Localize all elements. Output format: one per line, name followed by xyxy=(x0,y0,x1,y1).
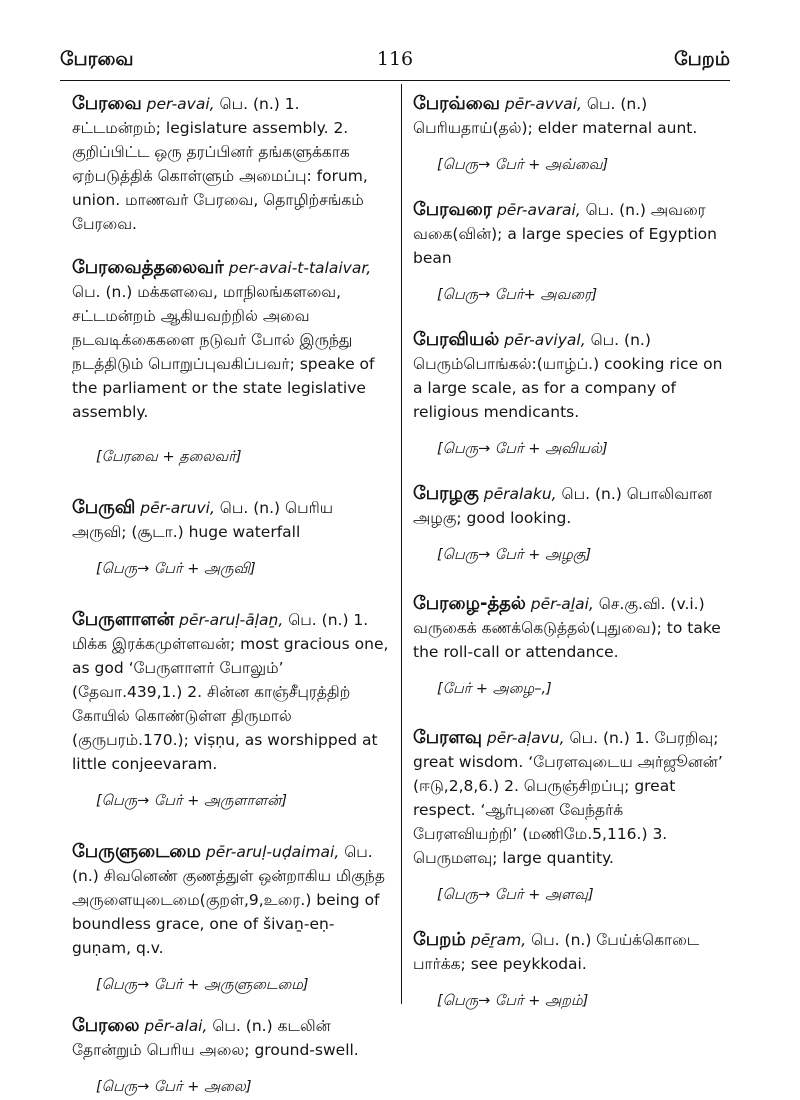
page-header xyxy=(60,48,730,78)
dictionary-entry xyxy=(413,328,731,460)
entry-transliteration: pēr-aviyal, xyxy=(504,331,586,349)
left-column xyxy=(72,92,390,1098)
entry-headword: பேரலை xyxy=(72,1015,140,1036)
entry-etymology: [பெரு→ பேர் + அவ்வை] xyxy=(437,157,609,173)
entry-transliteration: pēr-avvai, xyxy=(504,95,582,113)
entry-transliteration: pēr-aruḷ-āḷaṉ, xyxy=(179,611,284,629)
entry-definition: பெ. (n.) அவரை வகை(வின்); a large species of Egyption bean xyxy=(413,201,717,267)
entry-definition: பெ. (n.) 1. சட்டமன்றம்; legislature assembly. 2. குறிப்பிட்ட ஒரு தரப்பினர் தங்களுக்காக ஏற்படுத்திக் கொள்ளும் அமைப்பு: forum, union. மாணவர் பேரவை, தொழிற்சங்கம் பேரவை. xyxy=(72,95,368,233)
dictionary-entry xyxy=(72,256,390,468)
entry-etymology: [பெரு→ பேர் + அறம்] xyxy=(437,993,589,1009)
entry-headword: பேறம் xyxy=(413,929,466,950)
entry-transliteration: pēralaku, xyxy=(483,485,557,503)
dictionary-entry xyxy=(72,1014,390,1098)
entry-headword: பேரளவு xyxy=(413,727,482,748)
entry-headword: பேரவ்வை xyxy=(413,93,500,114)
entry-definition: செ.கு.வி. (v.i.) வருகைக் கணக்கெடுத்தல்(புதுவை); to take the roll-call or attendance. xyxy=(413,595,721,661)
entry-etymology: [பெரு→ பேர் + அலை] xyxy=(96,1079,252,1095)
dictionary-entry xyxy=(72,840,390,996)
entry-headword: பேருவி xyxy=(72,497,136,518)
running-head-right: பேறம் xyxy=(674,48,730,70)
entry-etymology: [பேர் + அழை–,] xyxy=(437,681,552,697)
entry-headword: பேருளுடைமை xyxy=(72,841,201,862)
entry-transliteration: pēr-aḷavu, xyxy=(486,729,565,747)
entry-transliteration: pēr-aruvi, xyxy=(140,499,215,517)
header-rule xyxy=(60,80,730,81)
entry-definition: பெ. (n.) பெரிய அருவி; (சூடா.) huge waterfall xyxy=(72,499,334,541)
entry-transliteration: pēr-aruḷ-uḍaimai, xyxy=(205,843,340,861)
right-column xyxy=(413,92,731,1012)
dictionary-entry xyxy=(413,482,731,566)
entry-etymology: [பேரவை + தலைவர்] xyxy=(96,449,242,465)
entry-headword: பேரவை xyxy=(72,93,142,114)
dictionary-entry xyxy=(413,726,731,906)
entry-definition: பெ. (n.) சிவனெண் குணத்துள் ஒன்றாகிய மிகுந்த அருளையுடைமை(குறள்,9,உரை.) being of boundless grace, one of šivaṉ-eṇ-guṇam, q.v. xyxy=(72,843,385,957)
dictionary-entry xyxy=(413,592,731,700)
entry-transliteration: per-avai-t-talaivar, xyxy=(228,259,372,277)
entry-headword: பேரழை-த்தல் xyxy=(413,593,526,614)
entry-definition: பெ. (n.) பெரும்பொங்கல்:(யாழ்ப்.) cooking rice on a large scale, as for a company of religious mendicants. xyxy=(413,331,723,421)
entry-etymology: [பெரு→ பேர்+ அவரை] xyxy=(437,287,598,303)
dictionary-entry xyxy=(413,198,731,306)
running-head-left: பேரவை xyxy=(60,48,134,70)
entry-definition: பெ. (n.) பேய்க்கொடை பார்க்க; see peykkodai. xyxy=(413,931,700,973)
entry-transliteration: pēr-aḻai, xyxy=(530,595,594,613)
entry-etymology: [பெரு→ பேர் + அருளுடைமை] xyxy=(96,977,309,993)
entry-headword: பேருளாளன் xyxy=(72,609,175,630)
dictionary-entry xyxy=(72,92,390,236)
dictionary-entry xyxy=(413,928,731,1012)
dictionary-entry xyxy=(72,496,390,580)
entry-definition: பெ. (n.) மக்களவை, மாநிலங்களவை, சட்டமன்றம் ஆகியவற்றில் அவை நடவடிக்கைகளை நடுவர் போல் இருந்து நடத்திடும் பொறுப்புவகிப்பவர்; speake of the parliament or the state legislative assembly. xyxy=(72,283,375,421)
entry-etymology: [பெரு→ பேர் + அருவி] xyxy=(96,561,256,577)
entry-definition: பெ. (n.) 1. மிக்க இரக்கமுள்ளவன்; most gracious one, as god ‘பேருளாளர் போலும்’ (தேவா.439,1.) 2. சின்ன காஞ்சீபுரத்திற் கோயில் கொண்டுள்ள திருமால் (குருபரம்.170.); viṣṇu, as worshipped at little conjeevaram. xyxy=(72,611,389,773)
entry-transliteration: per-avai, xyxy=(146,95,215,113)
page-number: 116 xyxy=(376,48,414,70)
entry-definition: பெ. (n.) பெரியதாய்(தல்); elder maternal aunt. xyxy=(413,95,698,137)
column-divider xyxy=(401,84,402,1004)
dictionary-entry xyxy=(413,92,731,176)
dictionary-entry xyxy=(72,608,390,812)
entry-etymology: [பெரு→ பேர் + அளவு] xyxy=(437,887,594,903)
entry-headword: பேரவைத்தலைவர் xyxy=(72,257,224,278)
entry-transliteration: pēr-alai, xyxy=(144,1017,208,1035)
entry-headword: பேரவியல் xyxy=(413,329,500,350)
entry-definition: பெ. (n.) பொலிவான அழகு; good looking. xyxy=(413,485,713,527)
entry-headword: பேரழகு xyxy=(413,483,479,504)
entry-transliteration: pēr-avarai, xyxy=(496,201,581,219)
entry-definition: பெ. (n.) கடலின் தோன்றும் பெரிய அலை; ground-swell. xyxy=(72,1017,359,1059)
entry-transliteration: pēṟam, xyxy=(470,931,527,949)
entry-definition: பெ. (n.) 1. பேரறிவு; great wisdom. ‘பேரளவுடைய அர்ஜூனன்’ (ஈடு,2,8,6.) 2. பெருஞ்சிறப்பு; great respect. ‘ஆர்புனை வேந்தர்க் பேரளவியற்றி’ (மணிமே.5,116.) 3. பெருமளவு; large quantity. xyxy=(413,729,723,867)
entry-headword: பேரவரை xyxy=(413,199,493,220)
entry-etymology: [பெரு→ பேர் + அருளாளன்] xyxy=(96,793,287,809)
entry-etymology: [பெரு→ பேர் + அழகு] xyxy=(437,547,592,563)
entry-etymology: [பெரு→ பேர் + அவியல்] xyxy=(437,441,608,457)
